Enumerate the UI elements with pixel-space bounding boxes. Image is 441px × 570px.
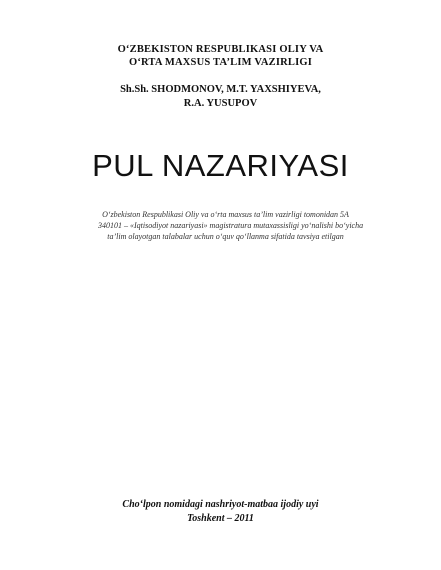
ministry-line-1: O‘ZBEKISTON RESPUBLIKASI OLIY VA — [117, 44, 324, 55]
authors-line-1: Sh.Sh. SHODMONOV, M.T. YAXSHIYEVA, — [120, 84, 321, 95]
publisher-name: Cho‘lpon nomidagi nashriyot-matbaa ijodiy uyi — [122, 499, 319, 510]
authors — [0, 83, 441, 111]
publisher-info — [0, 498, 441, 526]
publication-place-year: Toshkent – 2011 — [187, 513, 254, 524]
authors-line-2: R.A. YUSUPOV — [183, 98, 258, 109]
ministry-line-2: O‘RTA MAXSUS TA’LIM VAZIRLIGI — [128, 57, 313, 68]
book-title: PUL NAZARIYASI — [92, 148, 349, 183]
approval-line-3: ta’lim olayotgan talabalar uchun o‘quv qo‘llanma sifatida tavsiya etilgan — [107, 232, 344, 241]
ministry-header — [0, 43, 441, 69]
approval-note — [98, 209, 364, 242]
approval-line-1: O‘zbekiston Respublikasi Oliy va o‘rta maxsus ta’lim vazirligi tomonidan 5A — [102, 210, 349, 219]
approval-line-2: 340101 – «Iqtisodiyot nazariyasi» magistratura mutaxassisligi yo‘nalishi bo‘yicha — [98, 221, 364, 230]
